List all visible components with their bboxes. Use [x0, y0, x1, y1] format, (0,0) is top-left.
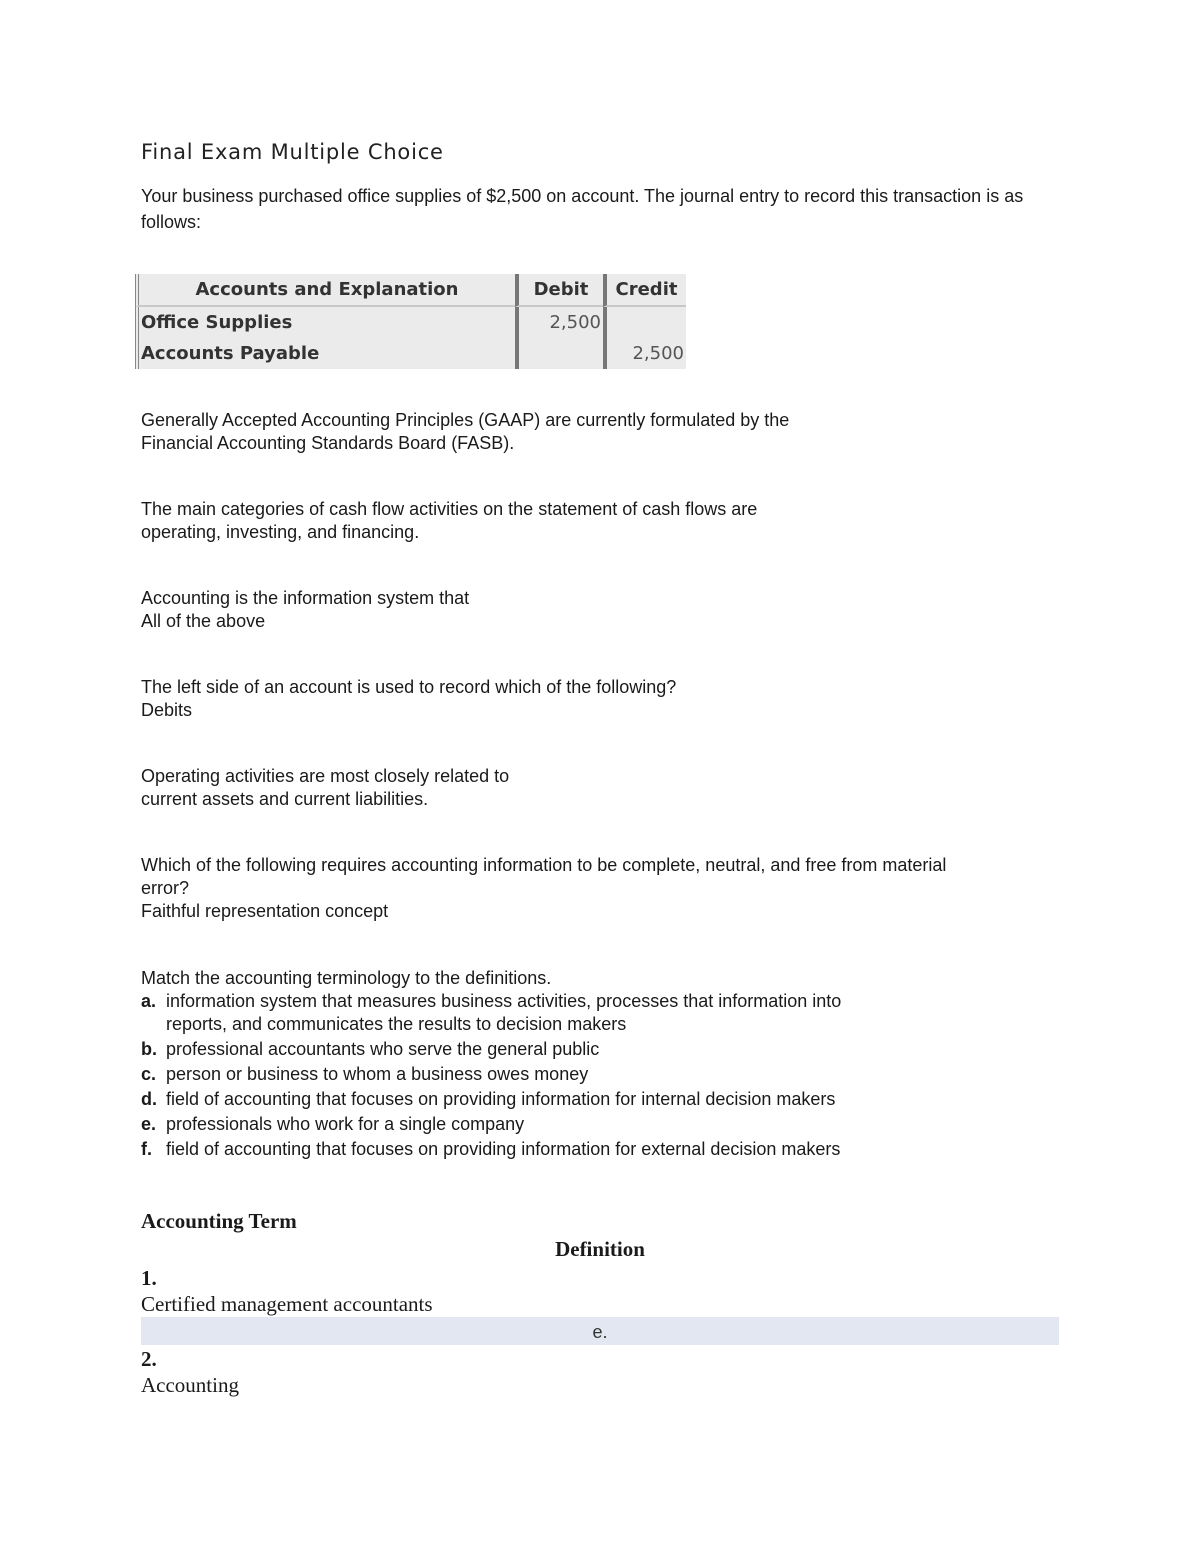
- item-letter: d.: [141, 1089, 157, 1109]
- list-item: [141, 1063, 861, 1086]
- list-item: [141, 1113, 861, 1136]
- item-text: field of accounting that focuses on providing information for internal decision makers: [166, 1089, 836, 1109]
- journal-entry-table: [135, 274, 686, 369]
- definition-heading: Definition: [555, 1237, 645, 1261]
- definition-list: [141, 990, 861, 1163]
- credit-cell: [603, 307, 686, 338]
- qa-block: [141, 587, 861, 633]
- intro-paragraph: Your business purchased office supplies of $2,500 on account. The journal entry to record this transaction is as follows:: [141, 186, 1024, 232]
- term-heading: Accounting Term: [141, 1209, 297, 1233]
- header-debit: Debit: [515, 274, 603, 307]
- page-title: Final Exam Multiple Choice: [141, 140, 444, 164]
- answer-text: Debits: [141, 700, 193, 720]
- debit-cell: [515, 338, 603, 369]
- list-item: [141, 1088, 861, 1111]
- list-item: [141, 990, 861, 1036]
- question-text: Accounting is the information system that: [141, 588, 470, 608]
- answer-field[interactable]: e.: [141, 1317, 1059, 1345]
- question-text: The main categories of cash flow activities on the statement of cash flows are: [141, 499, 758, 519]
- qa-block: [141, 498, 861, 544]
- table-header-row: [135, 274, 686, 307]
- qa-block: [141, 765, 861, 811]
- answer-text: current assets and current liabilities.: [141, 789, 429, 809]
- answer-text: operating, investing, and financing.: [141, 522, 420, 542]
- item-text: information system that measures business activities, processes that information into reports, and communicates the results to decision makers: [166, 991, 842, 1034]
- question-text: Which of the following requires accounting information to be complete, neutral, and free from material error?: [141, 855, 947, 898]
- list-item: [141, 1138, 861, 1161]
- item-text: person or business to whom a business owes money: [166, 1064, 589, 1084]
- term-number: 1.: [141, 1266, 157, 1290]
- item-text: professionals who work for a single company: [166, 1114, 525, 1134]
- qa-block: [141, 676, 861, 722]
- qa-block: [141, 409, 861, 455]
- account-cell: Office Supplies: [135, 307, 515, 338]
- question-text: Operating activities are most closely related to: [141, 766, 510, 786]
- list-item: [141, 1038, 861, 1061]
- term-text: Accounting: [141, 1373, 239, 1397]
- debit-cell: 2,500: [515, 307, 603, 338]
- table-row: [135, 307, 686, 338]
- matching-prompt: Match the accounting terminology to the definitions.: [141, 968, 552, 988]
- answer-text: All of the above: [141, 611, 266, 631]
- question-text: The left side of an account is used to record which of the following?: [141, 677, 677, 697]
- item-text: field of accounting that focuses on providing information for external decision makers: [166, 1139, 841, 1159]
- term-text: Certified management accountants: [141, 1292, 433, 1316]
- item-letter: c.: [141, 1064, 157, 1084]
- answer-text: Financial Accounting Standards Board (FASB).: [141, 433, 515, 453]
- header-accounts: Accounts and Explanation: [135, 274, 515, 307]
- table-row: [135, 338, 686, 369]
- question-text: Generally Accepted Accounting Principles (GAAP) are currently formulated by the: [141, 410, 790, 430]
- credit-cell: 2,500: [603, 338, 686, 369]
- term-number: 2.: [141, 1347, 157, 1371]
- item-letter: f.: [141, 1139, 152, 1159]
- answer-text: Faithful representation concept: [141, 901, 389, 921]
- item-letter: b.: [141, 1039, 157, 1059]
- header-credit: Credit: [603, 274, 686, 307]
- item-text: professional accountants who serve the general public: [166, 1039, 600, 1059]
- qa-block: [141, 854, 961, 923]
- item-letter: e.: [141, 1114, 157, 1134]
- account-cell: Accounts Payable: [135, 338, 515, 369]
- item-letter: a.: [141, 991, 157, 1011]
